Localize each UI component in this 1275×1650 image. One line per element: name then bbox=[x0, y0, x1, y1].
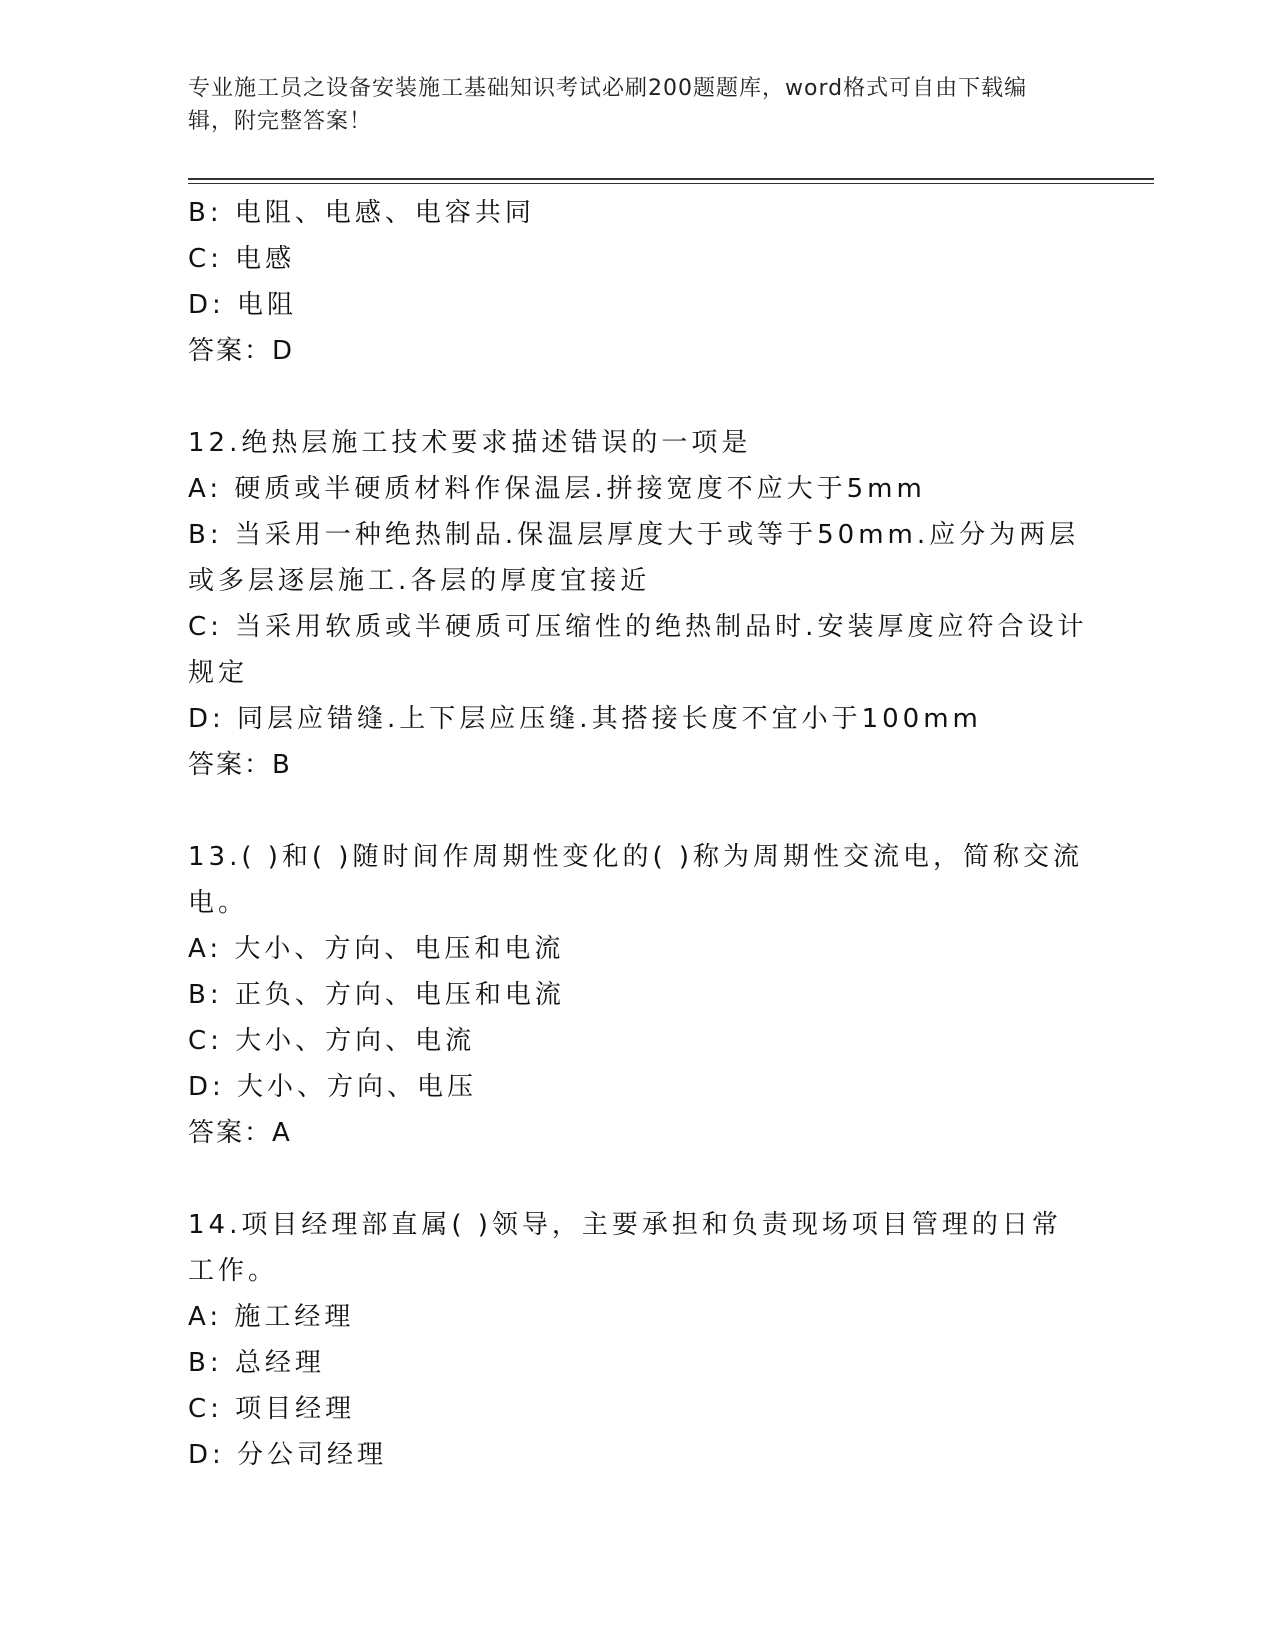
header-rule-thin bbox=[188, 183, 1154, 184]
option-c: C: 大小、方向、电流 bbox=[188, 1026, 476, 1056]
option-b: B: 当采用一种绝热制品.保温层厚度大于或等于50mm.应分为两层或多层逐层施工.各层的厚度宜接近 bbox=[188, 520, 1080, 596]
option-a: A: 大小、方向、电压和电流 bbox=[188, 934, 565, 964]
question-text: 12.绝热层施工技术要求描述错误的一项是 bbox=[188, 428, 752, 458]
option-c: C: 项目经理 bbox=[188, 1394, 356, 1424]
option-a: A: 施工经理 bbox=[188, 1302, 355, 1332]
option-b: B: 电阻、电感、电容共同 bbox=[188, 198, 535, 228]
option-a: A: 硬质或半硬质材料作保温层.拼接宽度不应大于5mm bbox=[188, 474, 926, 504]
option-c: C: 电感 bbox=[188, 244, 296, 274]
option-d: D: 电阻 bbox=[188, 290, 298, 320]
spacer bbox=[188, 1156, 1088, 1202]
answer: 答案：D bbox=[188, 336, 295, 366]
option-d: D: 分公司经理 bbox=[188, 1440, 388, 1470]
option-b: B: 总经理 bbox=[188, 1348, 325, 1378]
option-c: C: 当采用软质或半硬质可压缩性的绝热制品时.安装厚度应符合设计规定 bbox=[188, 612, 1088, 688]
question-14 bbox=[188, 1202, 1088, 1478]
answer: 答案：B bbox=[188, 750, 292, 780]
spacer bbox=[188, 374, 1088, 420]
answer: 答案：A bbox=[188, 1118, 292, 1148]
question-13 bbox=[188, 834, 1088, 1156]
question-text: 13.( )和( )随时间作周期性变化的( )称为周期性交流电，简称交流电。 bbox=[188, 842, 1084, 918]
document-body bbox=[188, 190, 1088, 1478]
option-b: B: 正负、方向、电压和电流 bbox=[188, 980, 565, 1010]
header-rule-thick bbox=[188, 178, 1154, 180]
question-11-tail bbox=[188, 190, 1088, 374]
question-text: 14.项目经理部直属( )领导，主要承担和负责现场项目管理的日常工作。 bbox=[188, 1210, 1062, 1286]
question-12 bbox=[188, 420, 1088, 788]
option-d: D: 同层应错缝.上下层应压缝.其搭接长度不宜小于100mm bbox=[188, 704, 982, 734]
spacer bbox=[188, 788, 1088, 834]
option-d: D: 大小、方向、电压 bbox=[188, 1072, 478, 1102]
document-header: 专业施工员之设备安装施工基础知识考试必刷200题题库，word格式可自由下载编辑，附完整答案！ bbox=[188, 76, 1028, 134]
